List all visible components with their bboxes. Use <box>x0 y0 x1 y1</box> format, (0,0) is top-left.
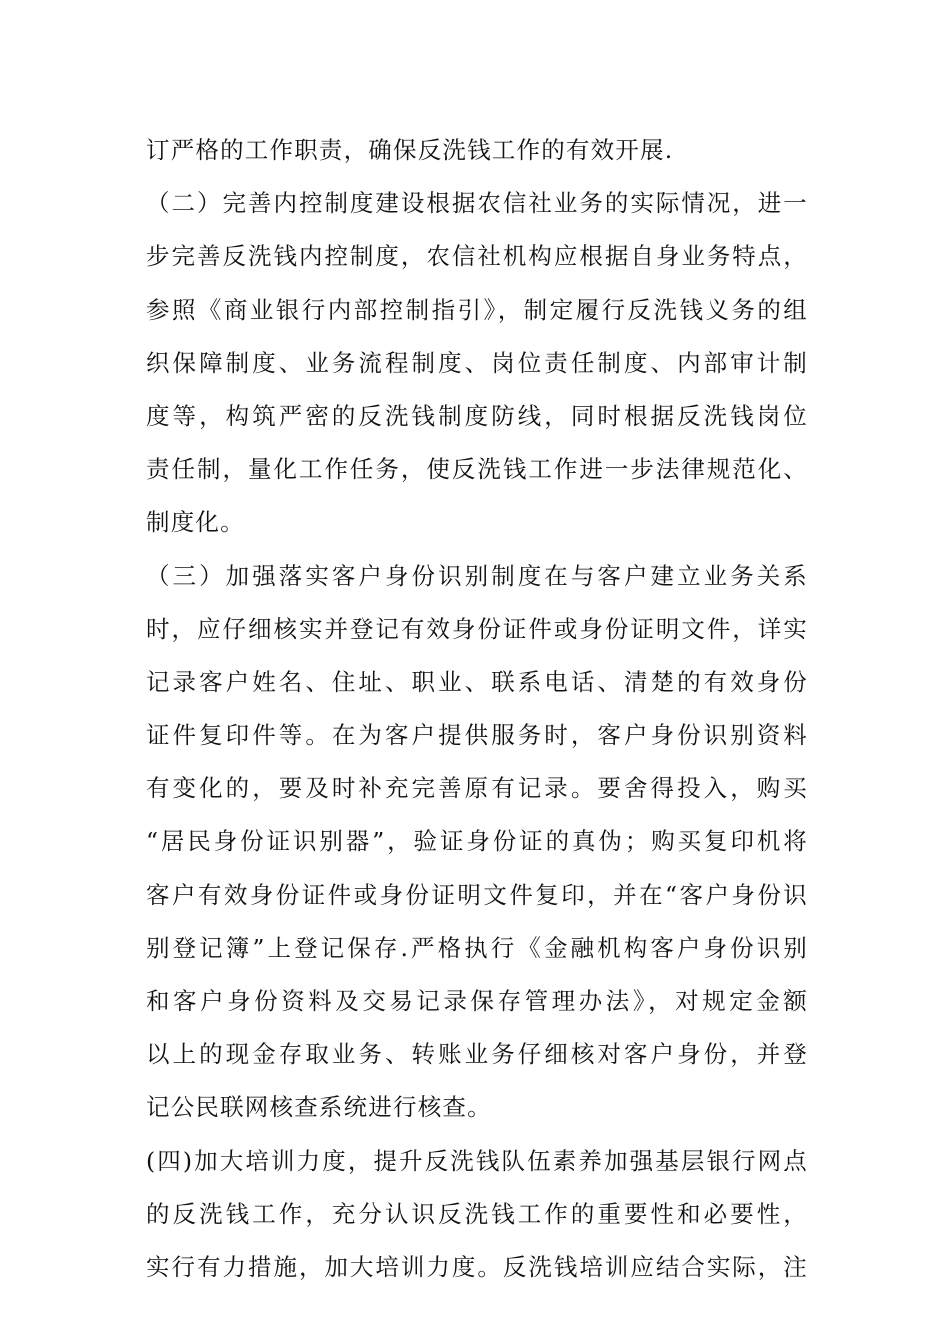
text-line: 客户有效身份证件或身份证明文件复印，并在“客户身份识 <box>146 880 808 909</box>
text-line: 时，应仔细核实并登记有效身份证件或身份证明文件，详实 <box>146 614 808 643</box>
text-line: （二）完善内控制度建设根据农信社业务的实际情况，进一 <box>146 189 808 218</box>
text-line: 记公民联网核查系统进行核查。 <box>146 1093 492 1122</box>
text-line: 制度化。 <box>146 508 245 537</box>
text-line: 责任制，量化工作任务，使反洗钱工作进一步法律规范化、 <box>146 455 808 484</box>
body-text <box>146 124 808 1294</box>
text-line: 度等，构筑严密的反洗钱制度防线，同时根据反洗钱岗位 <box>146 401 808 430</box>
text-line: 记录客户姓名、住址、职业、联系电话、清楚的有效身份 <box>146 667 808 696</box>
text-line: (四)加大培训力度，提升反洗钱队伍素养加强基层银行网点 <box>146 1146 808 1175</box>
text-line: 步完善反洗钱内控制度，农信社机构应根据自身业务特点， <box>146 242 808 271</box>
text-line: 别登记簿”上登记保存.严格执行《金融机构客户身份识别 <box>146 933 808 962</box>
text-line: 以上的现金存取业务、转账业务仔细核对客户身份，并登 <box>146 1040 808 1069</box>
text-line: 实行有力措施，加大培训力度。反洗钱培训应结合实际，注 <box>146 1252 808 1281</box>
text-line: 和客户身份资料及交易记录保存管理办法》，对规定金额 <box>146 987 808 1015</box>
text-line: 的反洗钱工作，充分认识反洗钱工作的重要性和必要性， <box>146 1199 808 1228</box>
text-line: 证件复印件等。在为客户提供服务时，客户身份识别资料 <box>146 721 808 750</box>
text-line: 参照《商业银行内部控制指引》，制定履行反洗钱义务的组 <box>146 295 808 324</box>
text-line: 织保障制度、业务流程制度、岗位责任制度、内部审计制 <box>146 348 808 377</box>
text-line: 有变化的，要及时补充完善原有记录。要舍得投入，购买 <box>146 774 808 803</box>
text-line: “居民身份证识别器”，验证身份证的真伪；购买复印机将 <box>146 827 808 856</box>
text-line: 订严格的工作职责，确保反洗钱工作的有效开展. <box>146 136 674 164</box>
text-line: （三）加强落实客户身份识别制度在与客户建立业务关系 <box>146 561 808 590</box>
